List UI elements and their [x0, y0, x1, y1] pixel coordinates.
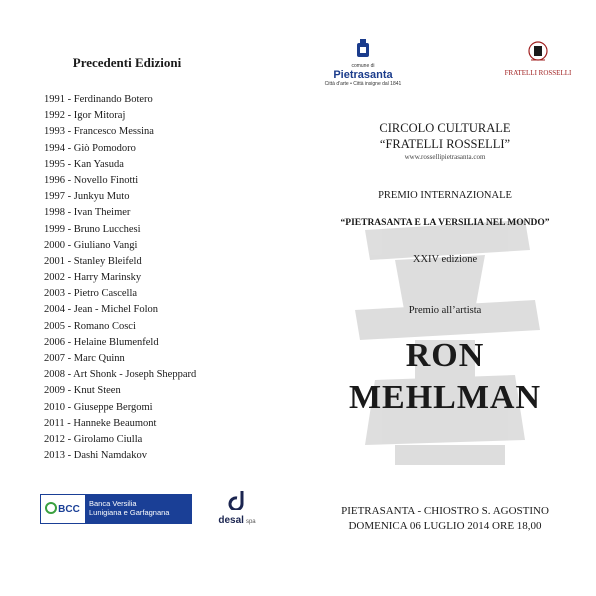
pietrasanta-logo — [318, 38, 408, 87]
website-link[interactable]: www.rossellipietrasanta.com — [404, 153, 486, 161]
rosselli-emblem-icon — [527, 40, 549, 64]
bcc-bank-name — [85, 495, 191, 523]
edition-item: 1994 - Giò Pomodoro — [44, 142, 136, 154]
edition-number: XXIV edizione — [412, 254, 478, 265]
prize-subtitle: “PIETRASANTA E LA VERSILIA NEL MONDO” — [340, 218, 550, 228]
editions-title: Precedenti Edizioni — [72, 55, 182, 70]
edition-item: 2005 - Romano Cosci — [44, 320, 136, 332]
bcc-line-1: Banca Versilia — [89, 499, 137, 508]
bcc-logo — [40, 494, 192, 524]
premio-artista: Premio all’artista — [408, 305, 482, 316]
edition-item: 2000 - Giuliano Vangi — [44, 239, 138, 251]
artist-first-name: RON — [405, 337, 485, 374]
desal-word: desal — [218, 515, 244, 526]
edition-item: 1998 - Ivan Theimer — [44, 207, 131, 219]
edition-item: 1997 - Junkyu Muto — [44, 191, 130, 203]
edition-item: 1999 - Bruno Lucchesi — [44, 223, 141, 235]
rosselli-logo-text: FRATELLI ROSSELLI — [504, 69, 572, 77]
bcc-mark — [41, 495, 85, 523]
coat-of-arms-icon — [356, 38, 370, 58]
sculpture-background-image — [335, 190, 555, 480]
desal-drop-icon — [228, 490, 246, 510]
edition-item: 1992 - Igor Mitoraj — [44, 110, 126, 122]
edition-item: 1996 - Novello Finotti — [44, 174, 139, 186]
edition-item: 2012 - Girolamo Ciulla — [44, 433, 143, 445]
edition-item: 2007 - Marc Quinn — [44, 353, 125, 364]
desal-logo — [212, 490, 262, 526]
edition-item: 2008 - Art Shonk - Joseph Sheppard — [44, 369, 197, 381]
pietrasanta-name: Pietrasanta — [333, 69, 393, 81]
desal-suffix: spa — [245, 519, 256, 525]
edition-item: 2001 - Stanley Bleifeld — [44, 255, 142, 267]
edition-item: 2010 - Giuseppe Bergomi — [44, 401, 153, 413]
edition-item: 2002 - Harry Marinsky — [44, 272, 142, 284]
edition-item: 2009 - Knut Steen — [44, 385, 121, 397]
bcc-ring-icon — [45, 502, 57, 514]
bcc-line-2: Lunigiana e Garfagnana — [89, 508, 170, 517]
edition-item: 2006 - Helaine Blumenfeld — [44, 336, 159, 348]
rosselli-logo — [498, 40, 578, 77]
edition-item: 1993 - Francesco Messina — [44, 126, 154, 138]
venue: PIETRASANTA - CHIOSTRO S. AGOSTINO — [341, 505, 549, 517]
edition-item: 2011 - Hanneke Beaumont — [44, 417, 157, 429]
edition-item: 2004 - Jean - Michel Folon — [44, 304, 159, 316]
edition-item: 2003 - Pietro Cascella — [44, 288, 138, 300]
pietrasanta-tagline: Città d'arte • Città insigne dal 1841 — [324, 81, 402, 87]
circolo-line-2: “FRATELLI ROSSELLI” — [379, 137, 511, 151]
event-datetime: DOMENICA 06 LUGLIO 2014 ORE 18,00 — [348, 520, 542, 532]
edition-item: 1995 - Kan Yasuda — [44, 158, 124, 170]
circolo-line-1: CIRCOLO CULTURALE — [379, 121, 511, 135]
edition-item: 1991 - Ferdinando Botero — [44, 94, 153, 105]
artist-last-name: MEHLMAN — [348, 379, 542, 416]
editions-list — [44, 92, 196, 464]
edition-item: 2013 - Dashi Namdakov — [44, 450, 147, 462]
pietrasanta-top-text: comune di — [351, 63, 375, 69]
bcc-mark-text: BCC — [58, 503, 80, 515]
premio-internazionale: PREMIO INTERNAZIONALE — [378, 190, 512, 201]
